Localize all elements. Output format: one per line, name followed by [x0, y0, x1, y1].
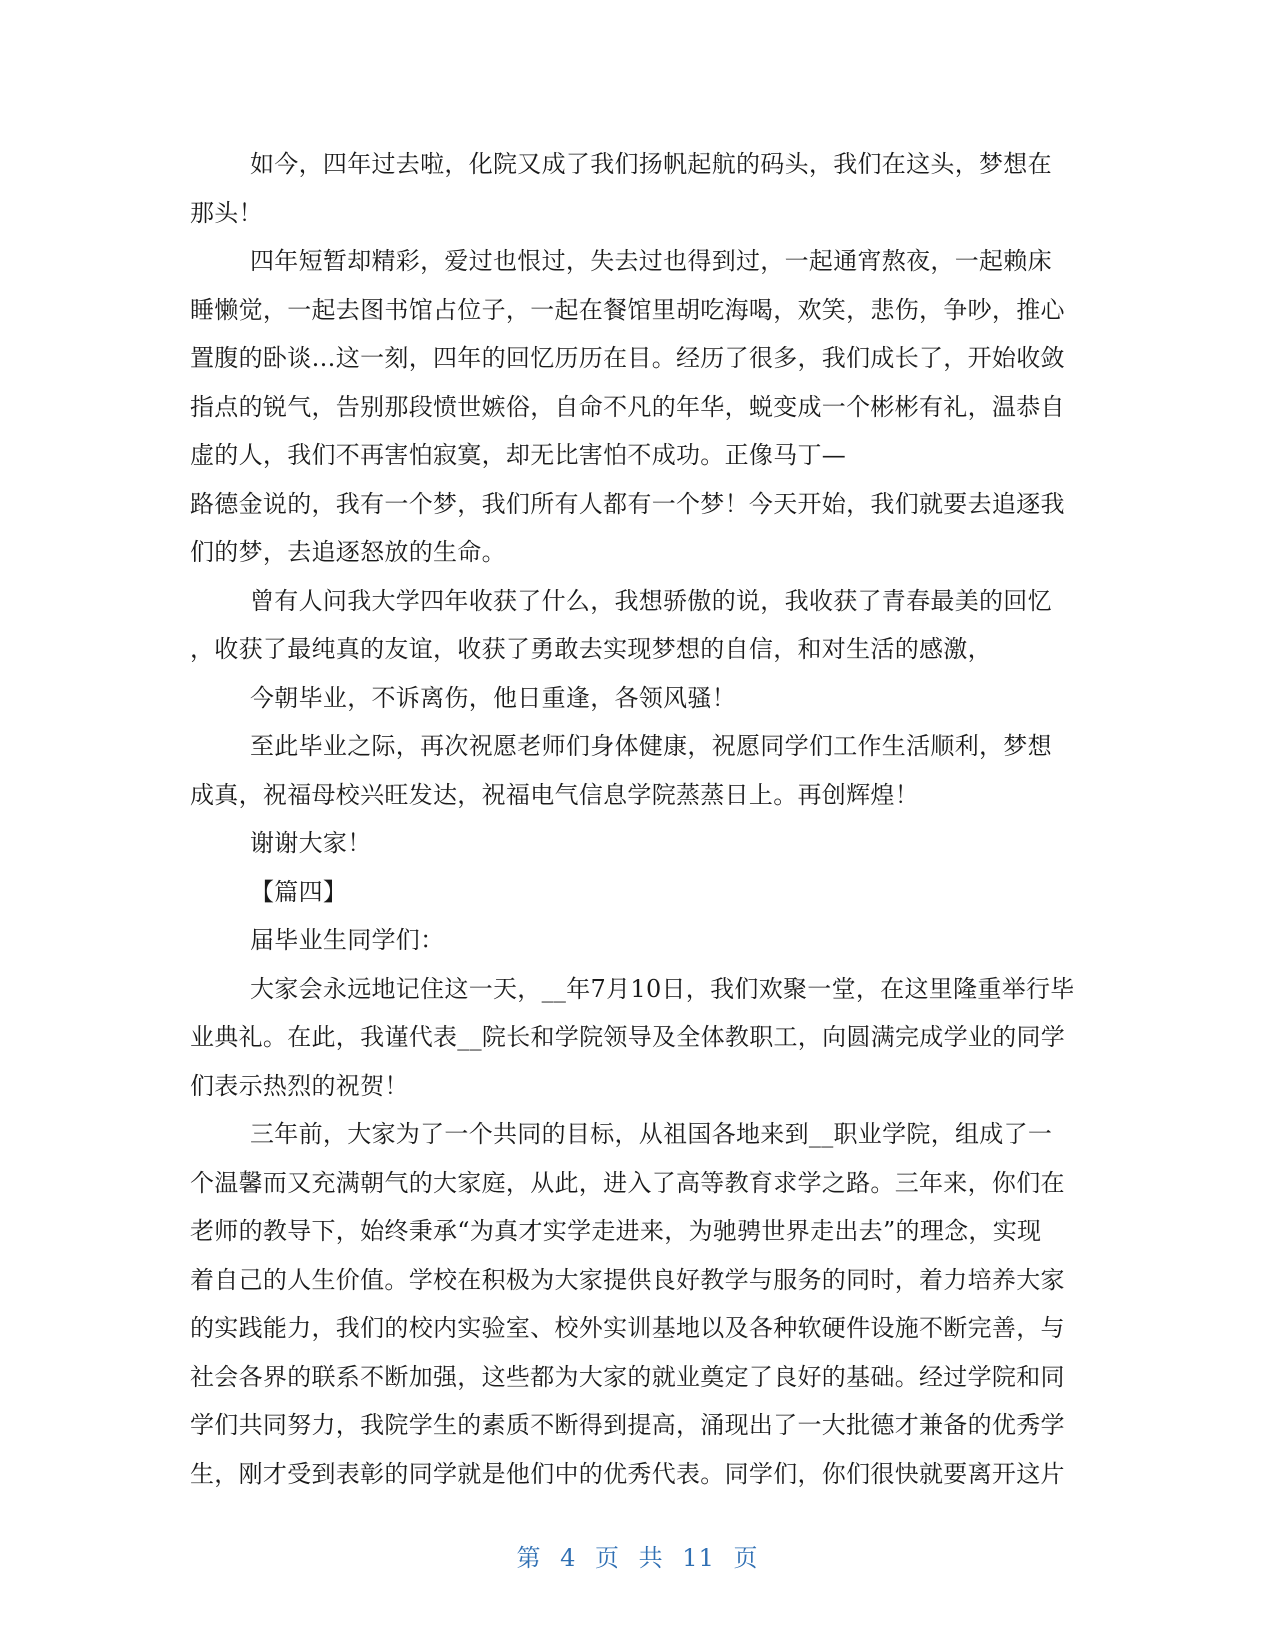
text-line: 虚的人，我们不再害怕寂寞，却无比害怕不成功。正像马丁— [190, 441, 847, 469]
text-line: 置腹的卧谈…这一刻，四年的回忆历历在目。经历了很多，我们成长了，开始收敛 [190, 344, 1065, 372]
text-line: 业典礼。在此，我谨代表__院长和学院领导及全体教职工，向圆满完成学业的同学 [190, 1023, 1066, 1051]
text-line: 社会各界的联系不断加强，这些都为大家的就业奠定了良好的基础。经过学院和同 [190, 1362, 1065, 1391]
text-line: 生，刚才受到表彰的同学就是他们中的优秀代表。同学们，你们很快就要离开这片 [190, 1459, 1065, 1488]
text-line: 成真，祝福母校兴旺发达，祝福电气信息学院蒸蒸日上。再创辉煌！ [190, 780, 919, 809]
text-line: ，收获了最纯真的友谊，收获了勇敢去实现梦想的自信，和对生活的感激， [190, 635, 992, 663]
text-line: 三年前，大家为了一个共同的目标，从祖国各地来到__职业学院，组成了一 [250, 1120, 1053, 1148]
text-line: 那头！ [190, 198, 263, 227]
text-line: 老师的教导下，始终秉承“为真才实学走进来，为驰骋世界走出去”的理念，实现 [190, 1217, 1042, 1245]
page-number-footer: 第 4 页 共 11 页 [516, 1544, 759, 1572]
text-line: 个温馨而又充满朝气的大家庭，从此，进入了高等教育求学之路。三年来，你们在 [190, 1168, 1065, 1197]
text-line: 指点的锐气，告别那段愤世嫉俗，自命不凡的年华，蜕变成一个彬彬有礼，温恭自 [190, 392, 1065, 421]
text-line: 曾有人问我大学四年收获了什么，我想骄傲的说，我收获了青春最美的回忆 [250, 586, 1052, 615]
text-line: 谢谢大家！ [250, 829, 372, 857]
text-line: 大家会永远地记住这一天，__年7月10日，我们欢聚一堂，在这里隆重举行毕 [250, 974, 1075, 1003]
text-line: 着自己的人生价值。学校在积极为大家提供良好教学与服务的同时，着力培养大家 [190, 1265, 1065, 1294]
text-line: 路德金说的，我有一个梦，我们所有人都有一个梦！今天开始，我们就要去追逐我 [190, 489, 1065, 518]
text-line: 届毕业生同学们： [250, 926, 445, 954]
text-line: 至此毕业之际，再次祝愿老师们身体健康，祝愿同学们工作生活顺利，梦想 [250, 732, 1052, 760]
text-line: 们的梦，去追逐怒放的生命。 [190, 538, 506, 566]
text-line: 们表示热烈的祝贺！ [190, 1071, 409, 1100]
text-line: 【篇四】 [250, 877, 348, 906]
text-line: 的实践能力，我们的校内实验室、校外实训基地以及各种软硬件设施不断完善，与 [190, 1314, 1065, 1342]
document-body [190, 140, 1087, 1498]
text-line: 如今，四年过去啦，化院又成了我们扬帆起航的码头，我们在这头，梦想在 [250, 150, 1052, 178]
text-line: 睡懒觉，一起去图书馆占位子，一起在餐馆里胡吃海喝，欢笑，悲伤，争吵，推心 [190, 295, 1065, 324]
text-line: 今朝毕业，不诉离伤，他日重逢，各领风骚！ [250, 683, 736, 712]
text-line: 四年短暂却精彩，爱过也恨过，失去过也得到过，一起通宵熬夜，一起赖床 [250, 247, 1052, 275]
text-line: 学们共同努力，我院学生的素质不断得到提高，涌现出了一大批德才兼备的优秀学 [190, 1411, 1065, 1439]
